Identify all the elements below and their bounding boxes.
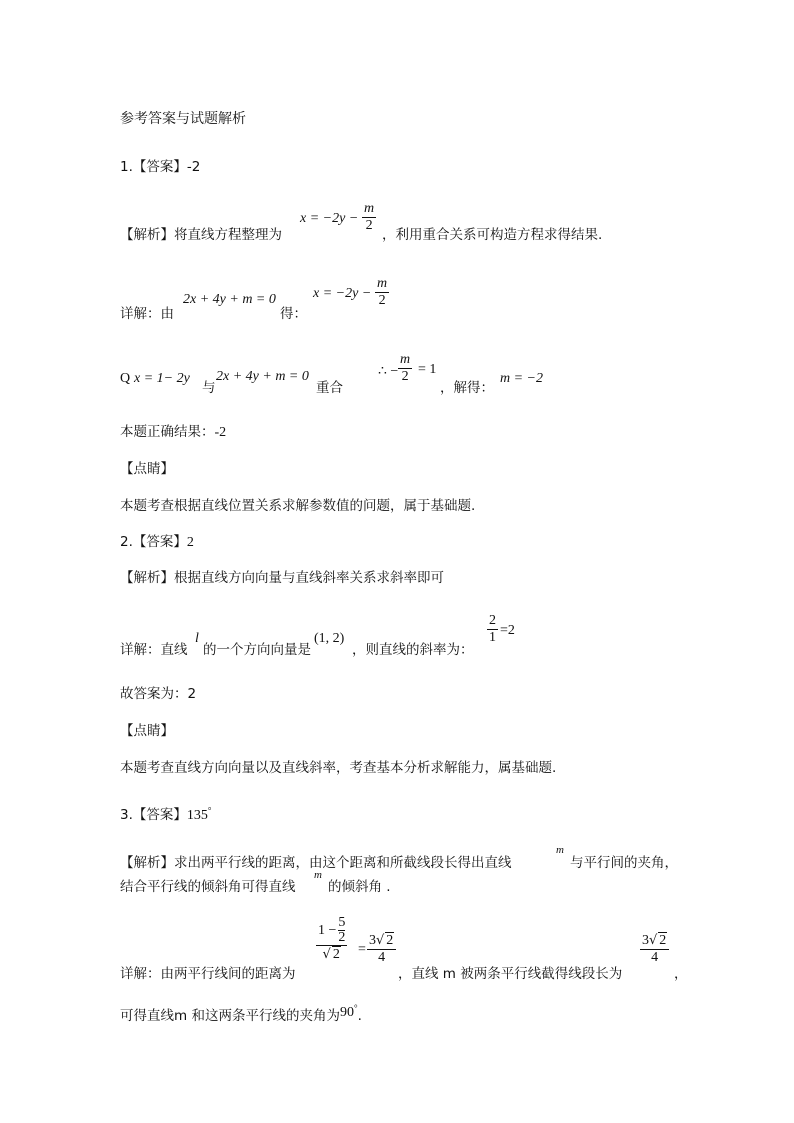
q1-analysis-frac xyxy=(362,201,376,234)
q1-detail-eq: 2x + 4y + m = 0 xyxy=(183,292,276,307)
q3-answer xyxy=(120,803,212,824)
q3-analysis-text-d: 的倾斜角 . xyxy=(328,879,391,895)
q1-analysis-text-a: 将直线方程整理为 xyxy=(174,227,282,243)
q3-inner-frac xyxy=(338,916,345,945)
q3-detail-a: 详解：由两平行线间的距离为 xyxy=(120,966,296,982)
q3-segment-num xyxy=(640,932,669,949)
q2-eq-two: =2 xyxy=(500,623,515,638)
q2-frac xyxy=(487,613,498,646)
page-title: 参考答案与试题解析 xyxy=(120,111,246,127)
sqrt-icon: √ xyxy=(376,933,385,948)
q1-comment-text: 本题考查根据直线位置关系求解参数值的问题，属于基础题. xyxy=(120,498,476,514)
sqrt-icon: √ xyxy=(649,933,658,948)
q2-answer-label: 2.【答案】 xyxy=(120,534,187,550)
q1-analysis-text-b: ，利用重合关系可构造方程求得结果. xyxy=(382,227,603,243)
q3-period: . xyxy=(357,1008,362,1024)
q3-res-coef: 3 xyxy=(369,933,376,948)
q2-detail-c: ，则直线的斜率为： xyxy=(352,642,474,658)
q3-m-var-1: m xyxy=(556,844,564,856)
q1-analysis xyxy=(120,223,282,243)
q2-analysis-label: 【解析】 xyxy=(120,570,174,586)
q3-sqrt-den: 2 xyxy=(332,947,340,962)
q2-line-var: l xyxy=(195,631,199,646)
q3-seg-rad: 2 xyxy=(659,933,667,948)
q3-distance-den xyxy=(321,946,343,963)
q1-solve: ，解得： xyxy=(440,380,494,396)
q2-frac-den: 1 xyxy=(489,630,496,645)
q3-eq: = xyxy=(358,942,366,957)
q1-result xyxy=(120,420,226,441)
q1-eq-one: = 1 xyxy=(418,362,437,377)
q2-comment-label: 【点睛】 xyxy=(120,723,174,739)
q3-analysis-line1 xyxy=(120,851,512,871)
q3-seg-coef: 3 xyxy=(642,933,649,948)
q3-analysis-label: 【解析】 xyxy=(120,855,174,871)
q3-m-var-2: m xyxy=(314,869,322,881)
q3-inner-den: 2 xyxy=(338,930,346,945)
q1-result-label: 本题正确结果： xyxy=(120,424,215,440)
q1-detail-frac-num: m xyxy=(377,276,388,291)
q2-final: 故答案为：2 xyxy=(120,686,197,702)
q3-result-frac xyxy=(367,932,396,966)
q1-result-value: -2 xyxy=(214,425,227,440)
q1-answer-value: -2 xyxy=(186,159,201,175)
q1-solve-value: m = −2 xyxy=(500,371,544,386)
q2-answer xyxy=(120,530,194,551)
q3-inner-num: 5 xyxy=(338,915,346,930)
q2-detail-b: 的一个方向向量是 xyxy=(203,642,311,658)
q3-res-rad: 2 xyxy=(386,933,394,948)
q1-detail-frac xyxy=(375,276,389,309)
q1-therefore: ∴ − xyxy=(378,364,399,379)
q2-frac-num: 2 xyxy=(489,613,496,628)
q1-detail-b: 得： xyxy=(280,306,307,322)
q1-detail-expr: x = −2y − xyxy=(313,286,372,301)
q3-degree: ° xyxy=(207,805,212,816)
q3-analysis-text-b: 与平行间的夹角， xyxy=(570,855,678,871)
q1-therefore-frac-num: m xyxy=(400,352,411,367)
q1-line-eq2: 2x + 4y + m = 0 xyxy=(216,369,309,384)
q1-comment-label: 【点睛】 xyxy=(120,461,174,477)
q3-num-one: 1 − xyxy=(318,922,337,938)
q3-segment-frac xyxy=(640,932,669,966)
q3-final xyxy=(120,1004,362,1025)
q1-line-eq: x = 1− 2y xyxy=(134,371,190,386)
q1-analysis-expr: x = −2y − xyxy=(300,211,359,226)
q3-comma: ， xyxy=(674,966,688,982)
q2-answer-value: 2 xyxy=(186,535,194,550)
q2-detail-a: 详解：直线 xyxy=(120,642,188,658)
q1-answer-label: 1.【答案】 xyxy=(120,159,187,175)
q2-vector: (1, 2) xyxy=(314,631,345,646)
q3-analysis-text-a: 求出两平行线的距离，由这个距离和所截线段长得出直线 xyxy=(174,855,512,871)
q3-answer-label: 3.【答案】 xyxy=(120,807,187,823)
q3-segment-den: 4 xyxy=(651,950,659,965)
q3-distance-num xyxy=(316,916,347,945)
q1-q-symbol: Q xyxy=(120,371,131,386)
q3-analysis-text-c: 结合平行线的倾斜角可得直线 xyxy=(120,879,296,895)
q1-detail-frac-den: 2 xyxy=(378,293,386,308)
q1-detail-a: 详解：由 xyxy=(120,306,174,322)
q1-analysis-label: 【解析】 xyxy=(120,227,174,243)
q1-answer xyxy=(120,155,200,175)
q3-angle-degree: ° xyxy=(353,1002,358,1013)
q1-coincide: 重合 xyxy=(316,380,343,396)
q2-comment-text: 本题考查直线方向向量以及直线斜率，考查基本分析求解能力，属基础题. xyxy=(120,760,557,776)
q1-frac-den: 2 xyxy=(365,218,373,233)
q3-result-den: 4 xyxy=(378,950,386,965)
sqrt-icon: √ xyxy=(322,947,331,962)
q1-with: 与 xyxy=(202,380,216,396)
q3-angle: 90 xyxy=(339,1005,354,1020)
q1-therefore-frac xyxy=(398,352,412,385)
q3-answer-value: 135 xyxy=(186,808,208,823)
q2-analysis xyxy=(120,566,444,586)
q1-frac-num: m xyxy=(364,201,375,216)
q1-therefore-frac-den: 2 xyxy=(401,369,409,384)
q3-detail-b: ，直线 m 被两条平行线截得线段长为 xyxy=(398,966,623,982)
q3-distance-frac xyxy=(316,916,347,963)
q3-result-num xyxy=(367,932,396,949)
q2-analysis-text: 根据直线方向向量与直线斜率关系求斜率即可 xyxy=(174,570,444,586)
q3-final-a: 可得直线m 和这两条平行线的夹角为 xyxy=(120,1008,340,1024)
